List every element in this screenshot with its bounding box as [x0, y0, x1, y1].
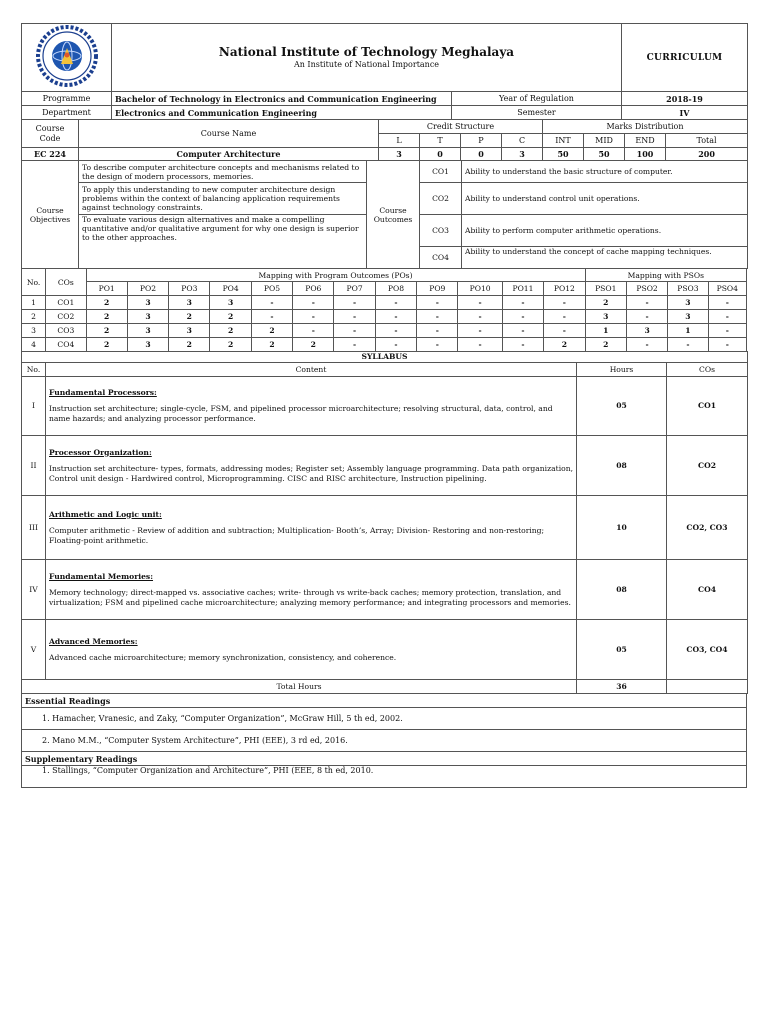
po-head: PO7 [334, 282, 375, 296]
unit-body: Advanced cache microarchitecture; memory synchronization, consistency, and coherence. [49, 652, 397, 662]
outcomes-label: Course Outcomes [367, 161, 420, 269]
mapping-row-co: CO3 [46, 324, 86, 338]
po-value: 2 [86, 310, 127, 324]
unit-title: Arithmetic and Logic unit: [49, 509, 162, 519]
outcome-text: Ability to understand the concept of cache mapping techniques. [462, 247, 748, 269]
credit-structure-label: Credit Structure [379, 120, 543, 134]
essential-reading-item: 2. Mano M.M., “Computer System Architecture”, PHI (EEE), 3 rd ed, 2016. [22, 730, 747, 752]
po-value: - [375, 338, 416, 352]
mapping-row [22, 324, 747, 338]
mapping-table [21, 268, 747, 352]
supplementary-readings-label: Supplementary Readings [22, 752, 747, 766]
course-code-label: Course Code [22, 120, 79, 148]
objectives-outcomes-table [21, 160, 748, 269]
unit-title: Advanced Memories: [49, 636, 138, 646]
po-value: 3 [210, 296, 251, 310]
syllabus-unit-row [22, 620, 748, 680]
programme-table [21, 91, 748, 120]
essential-readings-label: Essential Readings [22, 694, 747, 708]
objective-item: To evaluate various design alternatives and make a compelling quantitative and/or qualitative argument for why one design is superior to the other approaches. [79, 215, 367, 269]
po-value: - [293, 296, 334, 310]
po-value: - [334, 338, 375, 352]
mapping-row [22, 296, 747, 310]
po-head: PO2 [127, 282, 168, 296]
mapping-no-label: No. [22, 269, 46, 296]
marks-head: Total [666, 134, 748, 148]
pso-value: - [708, 324, 746, 338]
po-value: - [417, 296, 458, 310]
pso-head: PSO3 [668, 282, 708, 296]
credit-head: P [461, 134, 502, 148]
unit-cos: CO1 [667, 377, 748, 436]
marks-head: END [625, 134, 666, 148]
unit-body: Instruction set architecture; single-cycle, FSM, and pipelined processor microarchitecture; resolving structural, data, control, and name hazards; and analyzing processor performance. [49, 404, 553, 423]
marks-head: MID [584, 134, 625, 148]
course-name-label: Course Name [79, 120, 379, 148]
pso-value: 3 [668, 310, 708, 324]
unit-title: Fundamental Memories: [49, 571, 154, 581]
po-value: - [544, 310, 585, 324]
po-value: - [544, 296, 585, 310]
po-value: 2 [293, 338, 334, 352]
outcome-id: CO4 [420, 247, 462, 269]
course-name: Computer Architecture [79, 148, 379, 161]
po-value: 3 [127, 310, 168, 324]
syllabus-title: SYLLABUS [22, 352, 748, 363]
po-head: PO12 [544, 282, 585, 296]
po-value: 3 [169, 324, 210, 338]
po-value: - [334, 324, 375, 338]
po-value: - [502, 338, 543, 352]
po-value: - [502, 324, 543, 338]
po-value: - [458, 296, 502, 310]
pso-value: - [626, 310, 667, 324]
po-value: - [417, 338, 458, 352]
unit-cos: CO2 [667, 436, 748, 496]
pso-value: - [708, 338, 746, 352]
po-value: 2 [86, 296, 127, 310]
unit-body: Memory technology; direct-mapped vs. associative caches; write- through vs write-back caches; memory protection, translation, and virtualization; FSM and pipelined cache microarchitecture; analyzing memory performance; and integrating processors and memories. [49, 587, 571, 607]
po-head: PO11 [502, 282, 543, 296]
readings-table [21, 693, 747, 788]
unit-hours: 08 [577, 560, 667, 620]
total-hours-empty [667, 680, 748, 694]
syllabus-hours-label: Hours [577, 363, 667, 377]
pso-head: PSO2 [626, 282, 667, 296]
po-value: - [502, 310, 543, 324]
pso-value: 1 [668, 324, 708, 338]
pso-value: - [708, 296, 746, 310]
po-head: PO5 [251, 282, 292, 296]
po-value: 3 [127, 296, 168, 310]
po-value: 2 [251, 324, 292, 338]
po-value: - [417, 310, 458, 324]
outcome-id: CO1 [420, 161, 462, 183]
unit-content [46, 496, 577, 560]
unit-title: Processor Organization: [49, 447, 152, 457]
mapping-row-no: 2 [22, 310, 46, 324]
total-hours-label: Total Hours [22, 680, 577, 694]
marks-value: 50 [584, 148, 625, 161]
po-value: - [417, 324, 458, 338]
po-value: - [293, 310, 334, 324]
pso-value: 3 [626, 324, 667, 338]
po-value: - [251, 310, 292, 324]
mapping-row-no: 4 [22, 338, 46, 352]
outcome-id: CO3 [420, 215, 462, 247]
po-value: 2 [169, 310, 210, 324]
pso-value: - [626, 338, 667, 352]
po-head: PO9 [417, 282, 458, 296]
mapping-row [22, 338, 747, 352]
po-value: - [251, 296, 292, 310]
credit-head: L [379, 134, 420, 148]
po-head: PO3 [169, 282, 210, 296]
department-value: Electronics and Communication Engineering [112, 106, 452, 120]
pso-value: 2 [585, 296, 626, 310]
marks-head: INT [543, 134, 584, 148]
mapping-row [22, 310, 747, 324]
unit-content [46, 560, 577, 620]
pso-value: - [708, 310, 746, 324]
unit-hours: 05 [577, 377, 667, 436]
po-value: - [458, 338, 502, 352]
credit-head: T [420, 134, 461, 148]
semester-label: Semester [452, 106, 622, 120]
marks-distribution-label: Marks Distribution [543, 120, 748, 134]
outcome-text: Ability to perform computer arithmetic operations. [462, 215, 748, 247]
pso-value: 3 [668, 296, 708, 310]
objectives-label: Course Objectives [22, 161, 79, 269]
outcome-text: Ability to understand the basic structure of computer. [462, 161, 748, 183]
objective-item: To apply this understanding to new computer architecture design problems within the context of balancing application requirements against technology constraints. [79, 183, 367, 215]
outcome-id: CO2 [420, 183, 462, 215]
credit-value: 3 [502, 148, 543, 161]
credit-value: 0 [461, 148, 502, 161]
unit-no: II [22, 436, 46, 496]
po-value: - [502, 296, 543, 310]
marks-value: 50 [543, 148, 584, 161]
syllabus-unit-row [22, 496, 748, 560]
unit-content [46, 377, 577, 436]
institute-seal-icon [25, 25, 109, 87]
unit-cos: CO2, CO3 [667, 496, 748, 560]
po-value: - [293, 324, 334, 338]
semester-value: IV [622, 106, 748, 120]
po-value: 2 [251, 338, 292, 352]
syllabus-no-label: No. [22, 363, 46, 377]
doc-label: CURRICULUM [622, 24, 748, 92]
pso-value: 3 [585, 310, 626, 324]
objective-item: To describe computer architecture concepts and mechanisms related to the design of modern processors, memories. [79, 161, 367, 183]
mapping-row-no: 1 [22, 296, 46, 310]
logo-cell [22, 24, 112, 92]
institute-title-cell [112, 24, 622, 92]
po-value: 2 [544, 338, 585, 352]
institute-subtitle: An Institute of National Importance [293, 59, 440, 69]
po-value: - [458, 324, 502, 338]
unit-cos: CO4 [667, 560, 748, 620]
po-value: 3 [127, 338, 168, 352]
po-head: PO8 [375, 282, 416, 296]
unit-hours: 10 [577, 496, 667, 560]
syllabus-cos-label: COs [667, 363, 748, 377]
unit-content [46, 436, 577, 496]
pso-head: PSO4 [708, 282, 746, 296]
po-head: PO10 [458, 282, 502, 296]
syllabus-content-label: Content [46, 363, 577, 377]
credit-value: 3 [379, 148, 420, 161]
pso-value: 1 [585, 324, 626, 338]
mapping-row-co: CO2 [46, 310, 86, 324]
total-hours-value: 36 [577, 680, 667, 694]
po-value: 2 [169, 338, 210, 352]
programme-value: Bachelor of Technology in Electronics and Communication Engineering [112, 92, 452, 106]
unit-no: I [22, 377, 46, 436]
year-label: Year of Regulation [452, 92, 622, 106]
syllabus-table [21, 351, 748, 694]
essential-reading-item: 1. Hamacher, Vranesic, and Zaky, “Computer Organization”, McGraw Hill, 5 th ed, 2002. [22, 708, 747, 730]
po-value: - [458, 310, 502, 324]
unit-no: IV [22, 560, 46, 620]
pso-value: 2 [585, 338, 626, 352]
po-value: 2 [210, 324, 251, 338]
po-head: PO4 [210, 282, 251, 296]
po-value: 2 [86, 338, 127, 352]
unit-body: Instruction set architecture- types, formats, addressing modes; Register set; Assembly language programming. Data path organization, Control unit design - Hardwired control, Microprogramming. CISC and RISC architecture, Instruction pipelining. [49, 463, 573, 483]
po-value: - [375, 324, 416, 338]
mapping-row-no: 3 [22, 324, 46, 338]
unit-no: V [22, 620, 46, 680]
syllabus-unit-row [22, 377, 748, 436]
po-value: 2 [210, 338, 251, 352]
po-value: 3 [127, 324, 168, 338]
mapping-row-co: CO1 [46, 296, 86, 310]
programme-label: Programme [22, 92, 112, 106]
year-value: 2018-19 [622, 92, 748, 106]
po-value: 2 [210, 310, 251, 324]
pso-value: - [668, 338, 708, 352]
unit-hours: 05 [577, 620, 667, 680]
credit-value: 0 [420, 148, 461, 161]
unit-body: Computer arithmetic - Review of addition and subtraction; Multiplication- Booth’s, Array; Division- Restoring and non-restoring; Floating-point arithmetic. [49, 525, 545, 545]
course-code: EC 224 [22, 148, 79, 161]
credit-head: C [502, 134, 543, 148]
po-value: 3 [169, 296, 210, 310]
pso-title: Mapping with PSOs [585, 269, 746, 282]
mapping-cos-label: COs [46, 269, 86, 296]
po-value: - [334, 310, 375, 324]
unit-content [46, 620, 577, 680]
po-value: - [544, 324, 585, 338]
mapping-row-co: CO4 [46, 338, 86, 352]
unit-hours: 08 [577, 436, 667, 496]
po-value: - [334, 296, 375, 310]
supplementary-reading-item: 1. Stallings, “Computer Organization and Architecture”, PHI (EEE, 8 th ed, 2010. [22, 766, 747, 788]
po-head: PO6 [293, 282, 334, 296]
marks-value: 100 [625, 148, 666, 161]
course-table [21, 119, 748, 161]
department-label: Department [22, 106, 112, 120]
marks-value: 200 [666, 148, 748, 161]
unit-title: Fundamental Processors: [49, 388, 157, 397]
po-value: - [375, 310, 416, 324]
pso-head: PSO1 [585, 282, 626, 296]
po-title: Mapping with Program Outcomes (POs) [86, 269, 585, 282]
unit-cos: CO3, CO4 [667, 620, 748, 680]
unit-no: III [22, 496, 46, 560]
header-table [21, 23, 748, 92]
outcome-text: Ability to understand control unit operations. [462, 183, 748, 215]
syllabus-unit-row [22, 560, 748, 620]
curriculum-sheet [21, 23, 747, 788]
pso-value: - [626, 296, 667, 310]
syllabus-unit-row [22, 436, 748, 496]
po-value: - [375, 296, 416, 310]
institute-name: National Institute of Technology Meghalaya [218, 44, 515, 59]
po-value: 2 [86, 324, 127, 338]
po-head: PO1 [86, 282, 127, 296]
